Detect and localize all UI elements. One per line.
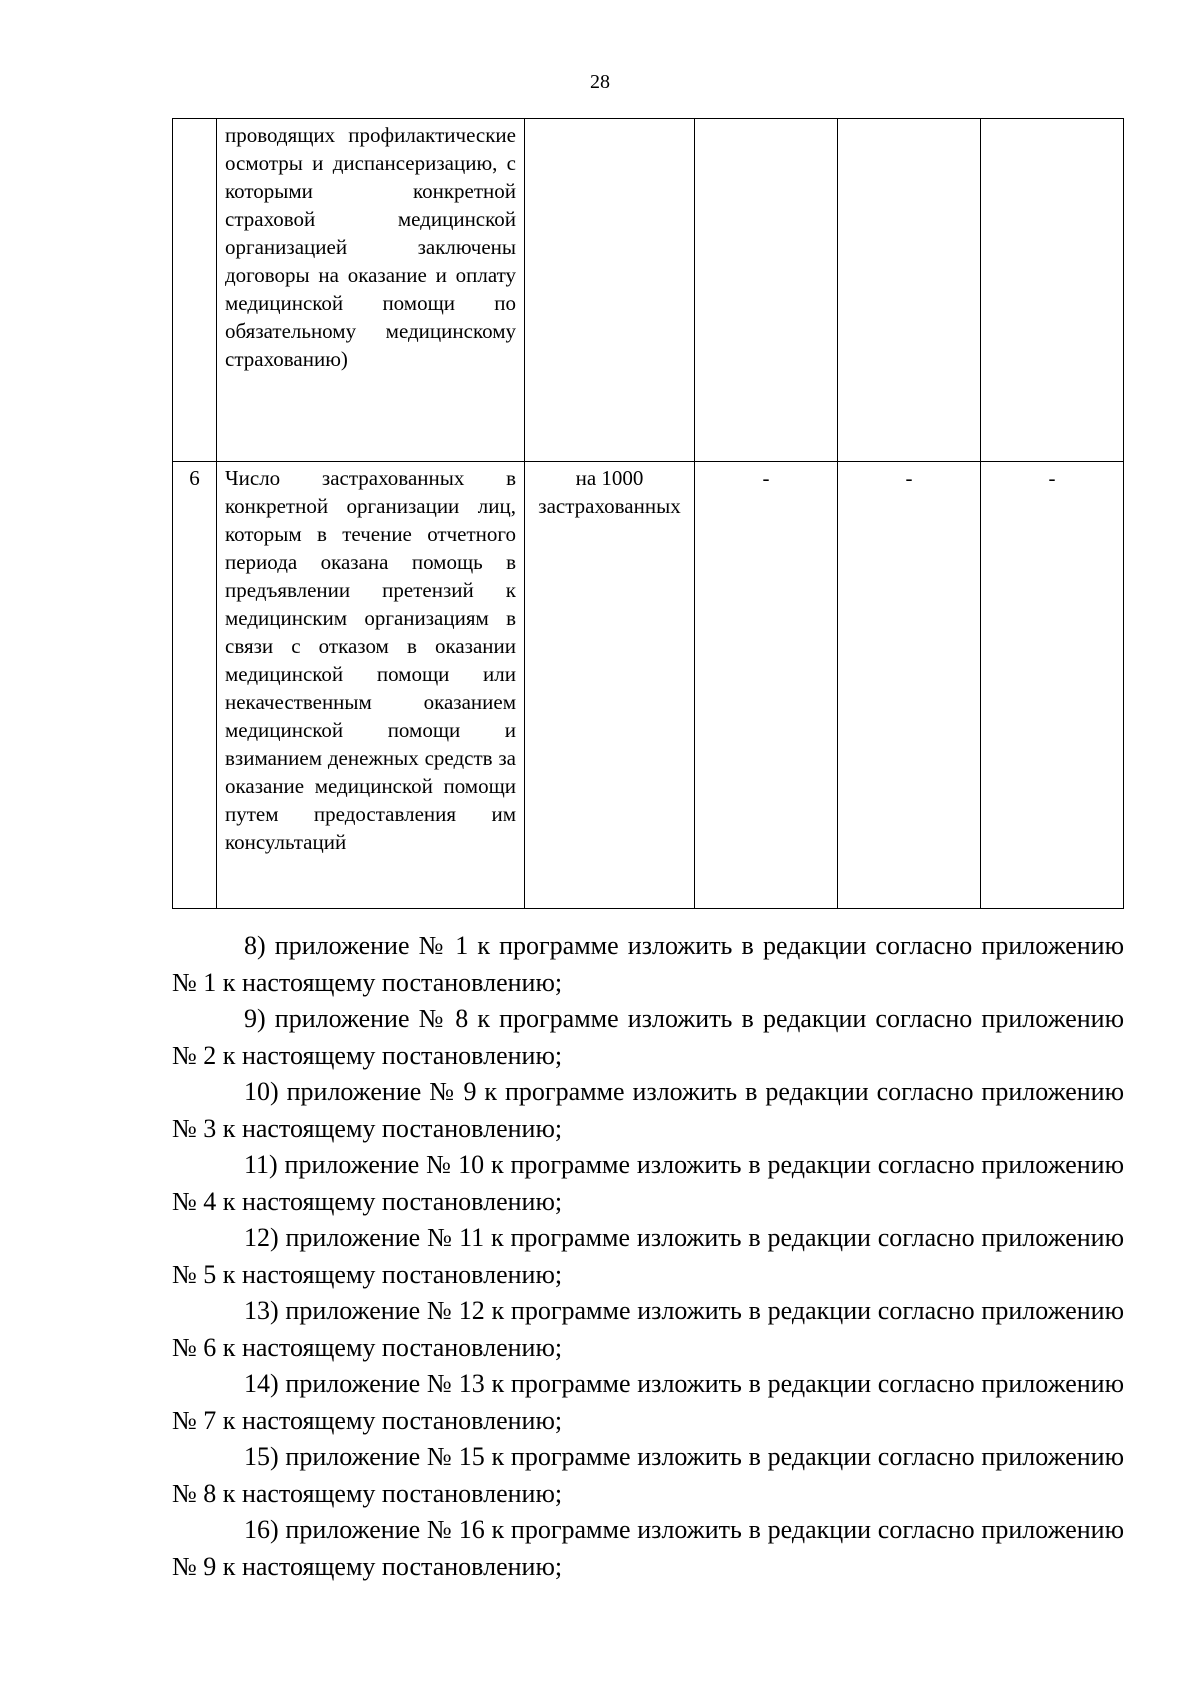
- indicator-name-cell: [217, 462, 525, 909]
- unit-cell: на 1000 застрахованных: [525, 462, 695, 909]
- amendment-paragraph: 16) приложение № 16 к программе изложить в редакции согласно приложению № 9 к настоящему постановлению;: [172, 1515, 1124, 1581]
- value-cell-1: -: [695, 462, 838, 909]
- row-number-cell: 6: [173, 462, 217, 909]
- table-row: [173, 462, 1124, 909]
- value-cell-2: [838, 119, 981, 462]
- indicator-name: Число застрахованных в конкретной организации лиц, которым в течение отчетного периода оказана помощь в предъявлении претензий к медицинским организациям в связи с отказом в оказании медицинской помощи или некачественным оказанием медицинской помощи и взиманием денежных средств за оказание медицинской помощи путем предоставления им консультаций: [225, 466, 516, 854]
- indicators-table: [172, 118, 1124, 909]
- unit-cell: [525, 119, 695, 462]
- value-cell-2: -: [838, 462, 981, 909]
- amendment-paragraph: 13) приложение № 12 к программе изложить в редакции согласно приложению № 6 к настоящему постановлению;: [172, 1296, 1124, 1362]
- page-number: 28: [590, 71, 610, 93]
- indicator-name: проводящих профилактические осмотры и диспансеризацию, с которыми конкретной страховой медицинской организацией заключены договоры на оказание и оплату медицинской помощи по обязательному медицинскому страхованию): [225, 123, 516, 371]
- amendment-paragraph: 9) приложение № 8 к программе изложить в редакции согласно приложению № 2 к настоящему постановлению;: [172, 1004, 1124, 1070]
- indicator-name-cell: [217, 119, 525, 462]
- amendment-paragraph: 14) приложение № 13 к программе изложить в редакции согласно приложению № 7 к настоящему постановлению;: [172, 1369, 1124, 1435]
- amendment-paragraph: 11) приложение № 10 к программе изложить в редакции согласно приложению № 4 к настоящему постановлению;: [172, 1150, 1124, 1216]
- table-row: [173, 119, 1124, 462]
- amendment-paragraph: 12) приложение № 11 к программе изложить в редакции согласно приложению № 5 к настоящему постановлению;: [172, 1223, 1124, 1289]
- value-cell-3: -: [981, 462, 1124, 909]
- value-cell-1: [695, 119, 838, 462]
- amendment-paragraph: 10) приложение № 9 к программе изложить в редакции согласно приложению № 3 к настоящему постановлению;: [172, 1077, 1124, 1143]
- amendment-paragraph: 8) приложение № 1 к программе изложить в редакции согласно приложению № 1 к настоящему постановлению;: [172, 931, 1124, 997]
- value-cell-3: [981, 119, 1124, 462]
- row-number-cell: [173, 119, 217, 462]
- amendment-list: [172, 928, 1124, 1585]
- amendment-paragraph: 15) приложение № 15 к программе изложить в редакции согласно приложению № 8 к настоящему постановлению;: [172, 1442, 1124, 1508]
